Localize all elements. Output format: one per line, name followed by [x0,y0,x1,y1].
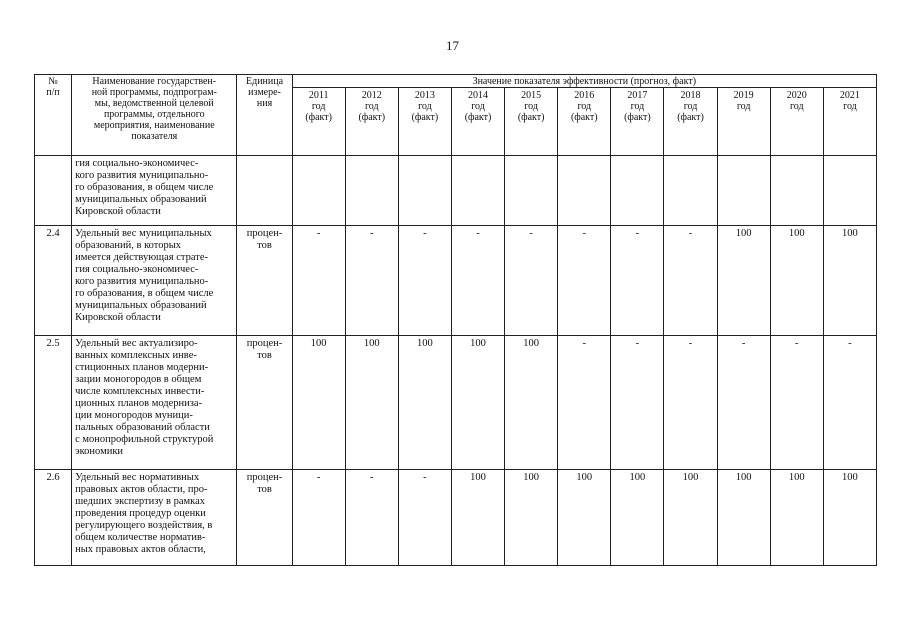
value-cell: 100 [398,336,451,470]
value-cell [505,156,558,226]
value-cell: 100 [717,470,770,566]
value-cell [823,156,876,226]
value-cell: - [505,226,558,336]
value-cell: - [345,470,398,566]
header-year-9: 2020 год [770,88,823,156]
value-cell: 100 [345,336,398,470]
header-year-1: 2012 год (факт) [345,88,398,156]
table-row [35,470,877,566]
value-cell [345,156,398,226]
indicator-name: Удельный вес актуализиро- ванных комплексных инве- стиционных планов модерни- зации моногородов в общем числе комплексных инвести- ционных планов модерниза- ции моногородов муници- пальных образований области с монопрофильной структурой экономики [72,336,237,470]
unit-of-measure [237,156,292,226]
value-cell: 100 [451,336,504,470]
value-cell: - [717,336,770,470]
value-cell: - [451,226,504,336]
header-year-8: 2019 год [717,88,770,156]
header-unit: Единица измере- ния [237,75,292,156]
row-number: 2.4 [35,226,72,336]
header-year-2: 2013 год (факт) [398,88,451,156]
value-cell: - [398,226,451,336]
value-cell: - [558,336,611,470]
value-cell: - [611,226,664,336]
value-cell: 100 [664,470,717,566]
value-cell [664,156,717,226]
page-number: 17 [446,38,459,53]
value-cell: 100 [770,470,823,566]
value-cell: 100 [823,470,876,566]
header-year-10: 2021 год [823,88,876,156]
row-number [35,156,72,226]
value-cell [611,156,664,226]
value-cell: - [823,336,876,470]
table-row [35,336,877,470]
value-cell: 100 [611,470,664,566]
value-cell: 100 [505,336,558,470]
header-year-7: 2018 год (факт) [664,88,717,156]
value-cell: 100 [558,470,611,566]
header-year-5: 2016 год (факт) [558,88,611,156]
header-year-6: 2017 год (факт) [611,88,664,156]
indicator-name: Удельный вес муниципальных образований, в которых имеется действующая страте- гия социально-экономичес- кого развития муниципально- го образования, в общем числе муниципальных образований Кировской области [72,226,237,336]
header-num: № п/п [35,75,72,156]
header-year-0: 2011 год (факт) [292,88,345,156]
value-cell: - [292,226,345,336]
value-cell [558,156,611,226]
unit-of-measure: процен- тов [237,336,292,470]
value-cell: 100 [505,470,558,566]
unit-of-measure: процен- тов [237,226,292,336]
unit-of-measure: процен- тов [237,470,292,566]
value-cell: - [664,336,717,470]
row-number: 2.5 [35,336,72,470]
indicator-table [34,74,877,566]
value-cell: 100 [292,336,345,470]
header-value-group: Значение показателя эффективности (прогноз, факт) [292,75,876,88]
value-cell [770,156,823,226]
value-cell: - [611,336,664,470]
value-cell: - [398,470,451,566]
header-name: Наименование государствен- ной программы, подпрограм- мы, ведомственной целевой программы, отдельного мероприятия, наименование показателя [72,75,237,156]
header-year-4: 2015 год (факт) [505,88,558,156]
indicator-name: Удельный вес нормативных правовых актов области, про- шедших экспертизу в рамках проведения процедур оценки регулирующего воздействия, в общем количестве норматив- ных правовых актов области, [72,470,237,566]
value-cell: - [292,470,345,566]
value-cell: - [770,336,823,470]
value-cell: 100 [770,226,823,336]
value-cell: 100 [451,470,504,566]
value-cell: - [558,226,611,336]
value-cell: - [664,226,717,336]
value-cell: 100 [823,226,876,336]
table-row [35,156,877,226]
table-row [35,226,877,336]
row-number: 2.6 [35,470,72,566]
value-cell: 100 [717,226,770,336]
value-cell [398,156,451,226]
value-cell: - [345,226,398,336]
header-year-3: 2014 год (факт) [451,88,504,156]
value-cell [717,156,770,226]
value-cell [451,156,504,226]
value-cell [292,156,345,226]
indicator-name: гия социально-экономичес- кого развития муниципально- го образования, в общем числе муниципальных образований Кировской области [72,156,237,226]
